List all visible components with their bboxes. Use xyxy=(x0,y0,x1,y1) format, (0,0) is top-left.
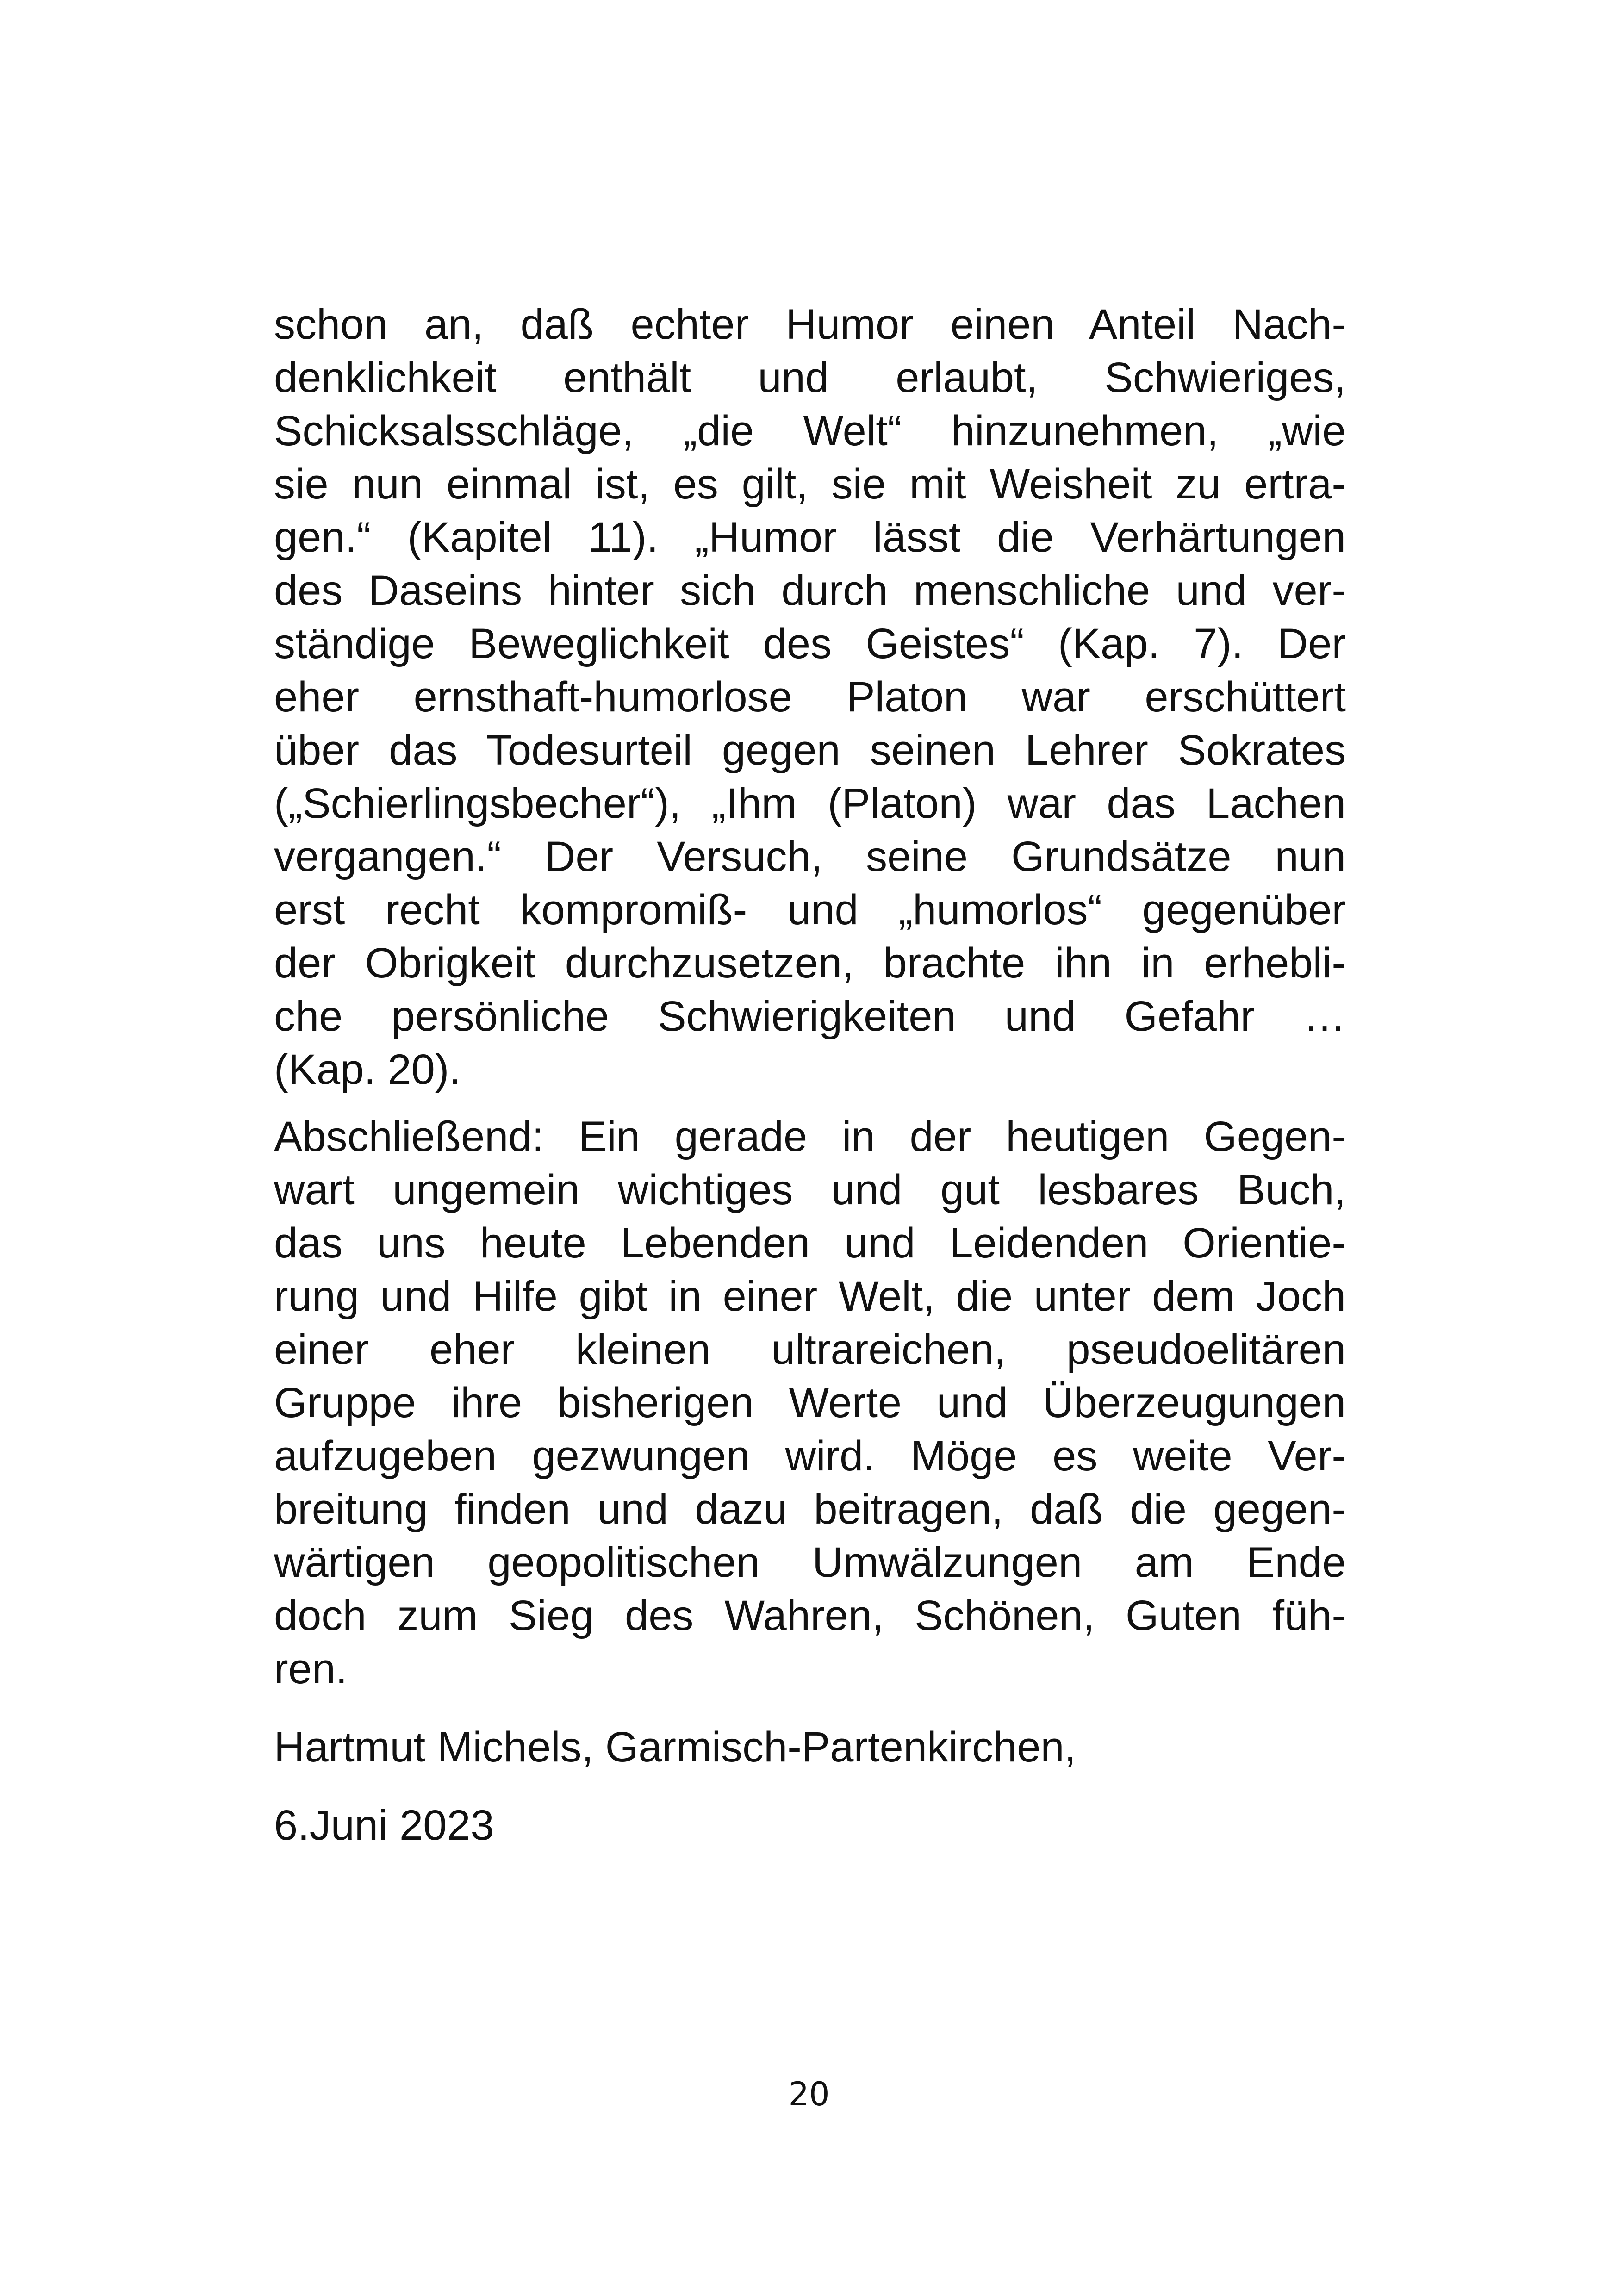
text-line: aufzugeben gezwungen wird. Möge es weite Ver- xyxy=(274,1432,1346,1480)
text-line: che persönliche Schwierigkeiten und Gefahr … xyxy=(274,993,1346,1040)
paragraph-2 xyxy=(274,1110,1346,1696)
author-signature: Hartmut Michels, Garmisch-Partenkirchen, xyxy=(274,1724,1077,1771)
text-line: der Obrigkeit durchzusetzen, brachte ihn in erhebli- xyxy=(274,940,1346,987)
text-line: das uns heute Lebenden und Leidenden Orientie- xyxy=(274,1220,1346,1267)
text-line: rung und Hilfe gibt in einer Welt, die unter dem Joch xyxy=(274,1273,1346,1320)
text-line: (Kap. 20). xyxy=(274,1046,461,1093)
text-line: erst recht kompromiß- und „humorlos“ gegenüber xyxy=(274,886,1346,933)
text-line: des Daseins hinter sich durch menschliche und ver- xyxy=(274,567,1346,614)
paragraph-1 xyxy=(274,298,1346,1096)
text-line: Gruppe ihre bisherigen Werte und Überzeugungen xyxy=(274,1379,1346,1426)
text-line: Abschließend: Ein gerade in der heutigen Gegen- xyxy=(274,1113,1346,1160)
text-line: vergangen.“ Der Versuch, seine Grundsätze nun xyxy=(274,833,1346,880)
text-line: schon an, daß echter Humor einen Anteil Nach- xyxy=(274,301,1346,348)
text-line: ren. xyxy=(274,1645,348,1692)
text-line: wärtigen geopolitischen Umwälzungen am Ende xyxy=(274,1539,1346,1586)
text-line: Schicksalsschläge, „die Welt“ hinzunehmen, „wie xyxy=(274,407,1346,454)
text-line: über das Todesurteil gegen seinen Lehrer Sokrates xyxy=(274,727,1346,774)
text-line: („Schierlingsbecher“), „Ihm (Platon) war das Lachen xyxy=(274,780,1346,827)
date-line: 6.Juni 2023 xyxy=(274,1802,494,1849)
text-line: breitung finden und dazu beitragen, daß die gegen- xyxy=(274,1486,1346,1533)
body-text xyxy=(274,298,1346,1852)
text-line: sie nun einmal ist, es gilt, sie mit Weisheit zu ertra- xyxy=(274,460,1346,508)
text-line: eher ernsthaft-humorlose Platon war erschüttert xyxy=(274,673,1346,721)
text-line: gen.“ (Kapitel 11). „Humor lässt die Verhärtungen xyxy=(274,514,1346,561)
page-number: 20 xyxy=(788,2075,830,2113)
text-line: doch zum Sieg des Wahren, Schönen, Guten füh- xyxy=(274,1592,1346,1639)
text-line: einer eher kleinen ultrareichen, pseudoelitären xyxy=(274,1326,1346,1373)
text-line: wart ungemein wichtiges und gut lesbares Buch, xyxy=(274,1166,1346,1213)
text-line: denklichkeit enthält und erlaubt, Schwieriges, xyxy=(274,354,1346,401)
text-line: ständige Beweglichkeit des Geistes“ (Kap. 7). Der xyxy=(274,620,1346,667)
